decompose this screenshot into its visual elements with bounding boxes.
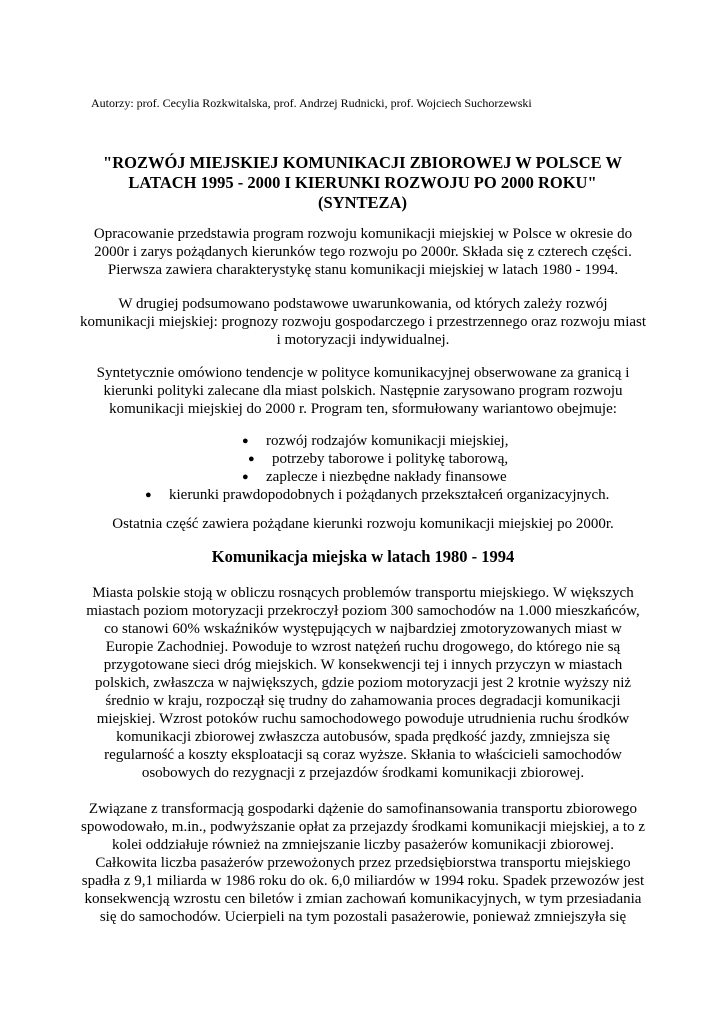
text-line: W drugiej podsumowano podstawowe uwarunkowania, od których zależy rozwój xyxy=(118,296,608,312)
text-line: przygotowane sieci dróg miejskich. W konsekwencji tej i innych przyczyn w miastach xyxy=(103,657,623,673)
text-line: się do samochodów. Ucierpieli na tym pozostali pasażerowie, ponieważ zmniejszyła się xyxy=(99,909,627,925)
text-line: co stanowi 60% wskaźników występujących w najbardziej zmotoryzowanych miast w xyxy=(104,621,622,637)
text-line: średnio w kraju, rozpoczął się trudny do zahamowania proces degradacji komunikacji xyxy=(105,693,621,709)
text-line: Całkowita liczba pasażerów przewożonych przez przedsiębiorstwa transportu miejskiego xyxy=(95,855,631,871)
title-line-2: LATACH 1995 - 2000 I KIERUNKI ROZWOJU PO 2000 ROKU" xyxy=(128,173,597,192)
text-line: Syntetycznie omówiono tendencje w polityce komunikacyjnej obserwowane za granicą i xyxy=(96,365,630,381)
text-line: regularność a koszty eksploatacji są coraz wyższe. Skłania to właścicieli samochodów xyxy=(104,747,622,763)
text-line: Miasta polskie stoją w obliczu rosnących problemów transportu miejskiego. W większych xyxy=(92,585,634,601)
text-line: i motoryzacji indywidualnej. xyxy=(276,332,450,348)
bullet-icon: ● xyxy=(242,435,249,447)
list-item xyxy=(0,432,725,450)
list-item-text: kierunki prawdopodobnych i pożądanych przekształceń organizacyjnych. xyxy=(169,487,610,503)
text-line: komunikacji miejskiej: prognozy rozwoju gospodarczego i przestrzennego oraz rozwoju miast xyxy=(79,314,647,330)
list-item-text: zaplecze i niezbędne nakłady finansowe xyxy=(266,469,507,485)
list-item xyxy=(0,468,725,486)
text-line: Związane z transformacją gospodarki dążenie do samofinansowania transportu zbiorowego xyxy=(88,801,638,817)
program-scope-list xyxy=(0,432,725,504)
text-line: osobowych do rezygnacji z przejazdów środkami komunikacji zbiorowej. xyxy=(141,765,585,781)
text-line: miejskiej. Wzrost potoków ruchu samochodowego powoduje utrudnienia ruchu środków xyxy=(96,711,630,727)
intro-paragraph-4 xyxy=(78,515,648,533)
text-line: komunikacji miejskiej do 2000 r. Program ten, sformułowany wariantowo obejmuje: xyxy=(109,401,617,417)
text-line: Europie Zachodniej. Powoduje to wzrost natężeń ruchu drogowego, do którego nie są xyxy=(105,639,621,655)
title-line-1: "ROZWÓJ MIEJSKIEJ KOMUNIKACJI ZBIOROWEJ W POLSCE W xyxy=(103,153,622,172)
text-line: konsekwencją wzrostu cen biletów i zmian zachowań komunikacyjnych, w tym przesiadania xyxy=(84,891,642,907)
title-line-3: (SYNTEZA) xyxy=(318,193,407,212)
section-heading: Komunikacja miejska w latach 1980 - 1994 xyxy=(211,547,515,566)
text-line: Opracowanie przedstawia program rozwoju komunikacji miejskiej w Polsce w okresie do xyxy=(93,226,633,242)
bullet-icon: ● xyxy=(242,471,249,483)
text-line: kolei oddziałuje również na zmniejszanie liczby pasażerów komunikacji zbiorowej. xyxy=(112,837,614,853)
bullet-icon: ● xyxy=(145,489,152,501)
section-paragraph-2 xyxy=(78,800,648,926)
section-paragraph-1 xyxy=(78,584,648,782)
text-line: spadła z 9,1 miliarda w 1986 roku do ok. 6,0 miliardów w 1994 roku. Spadek przewozów jest xyxy=(81,873,645,889)
text-line: miastach poziom motoryzacji przekroczył poziom 300 samochodów na 1.000 mieszkańców, xyxy=(86,603,640,619)
text-line: Pierwsza zawiera charakterystykę stanu komunikacji miejskiej w latach 1980 - 1994. xyxy=(107,262,619,278)
list-item-text: potrzeby taborowe i politykę taborową, xyxy=(272,451,509,467)
intro-paragraph-2 xyxy=(78,295,648,349)
list-item xyxy=(0,450,725,468)
text-line: kierunki polityki zalecane dla miast polskich. Następnie zarysowano program rozwoju xyxy=(103,383,623,399)
text-line: Ostatnia część zawiera pożądane kierunki rozwoju komunikacji miejskiej po 2000r. xyxy=(112,516,614,532)
document-title xyxy=(80,153,645,213)
bullet-icon: ● xyxy=(248,453,255,465)
list-item-text: rozwój rodzajów komunikacji miejskiej, xyxy=(266,433,509,449)
list-item xyxy=(0,486,725,504)
text-line: komunikacji zbiorowej zwłaszcza autobusów, spada prędkość jazdy, zmniejsza się xyxy=(116,729,610,745)
text-line: 2000r i zarys pożądanych kierunków tego rozwoju po 2000r. Składa się z czterech części. xyxy=(94,244,632,260)
text-line: polskich, zwłaszcza w największych, gdzie poziom motoryzacji jest 2 krotnie wyższy niż xyxy=(94,675,632,691)
authors-line: Autorzy: prof. Cecylia Rozkwitalska, prof. Andrzej Rudnicki, prof. Wojciech Suchorzewski xyxy=(91,96,532,110)
text-line: spowodowało, m.in., podwyższanie opłat za przejazdy środkami komunikacji miejskiej, a to z xyxy=(80,819,646,835)
intro-paragraph-3 xyxy=(78,364,648,418)
intro-paragraph-1 xyxy=(78,225,648,279)
